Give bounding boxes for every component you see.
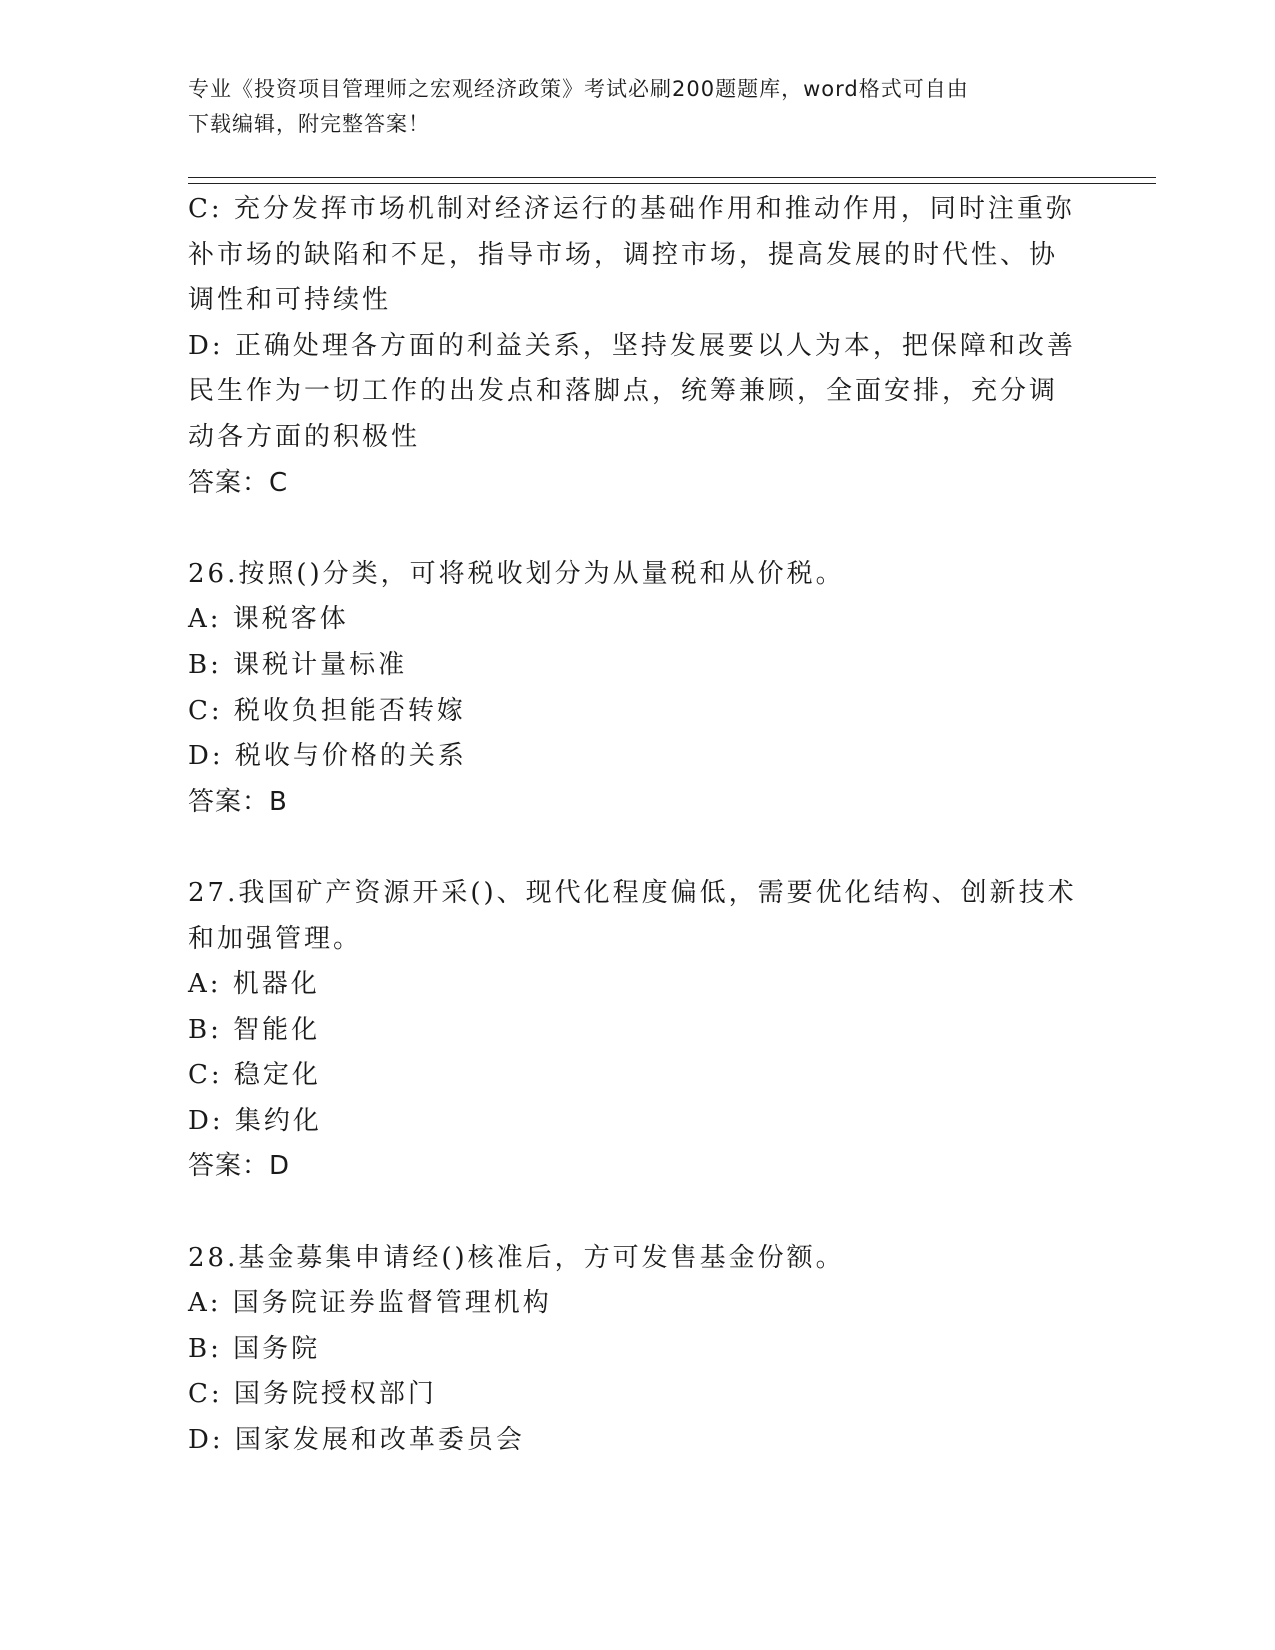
option-c-line-1: C: 充分发挥市场机制对经济运行的基础作用和推动作用，同时注重弥	[188, 194, 1075, 224]
option-c: C: 税收负担能否转嫁	[188, 695, 466, 726]
question-26	[188, 552, 1088, 826]
header-divider-bottom	[188, 183, 1156, 184]
option-d-line-3: 动各方面的积极性	[188, 421, 421, 452]
spacer	[188, 506, 1088, 552]
option-a: A: 机器化	[188, 969, 320, 1000]
option-d: D: 税收与价格的关系	[188, 741, 467, 772]
document-header	[188, 72, 1088, 142]
option-d-line-1: D: 正确处理各方面的利益关系，坚持发展要以人为本，把保障和改善	[188, 330, 1076, 361]
prev-question-block	[188, 187, 1088, 506]
option-c-line-2: 补市场的缺陷和不足，指导市场，调控市场，提高发展的时代性、协	[188, 239, 1059, 270]
header-divider-top	[188, 177, 1156, 178]
answer-label: 答案：D	[188, 1151, 291, 1182]
question-stem-line-1: 27.我国矿产资源开采()、现代化程度偏低，需要优化结构、创新技术	[188, 877, 1077, 908]
question-stem: 26.按照()分类，可将税收划分为从量税和从价税。	[188, 558, 845, 589]
spacer	[188, 825, 1088, 871]
option-d-line-2: 民生作为一切工作的出发点和落脚点，统筹兼顾，全面安排，充分调	[188, 376, 1059, 407]
question-27	[188, 871, 1088, 1190]
question-content	[188, 187, 1088, 1464]
option-a: A: 国务院证券监督管理机构	[188, 1288, 552, 1319]
header-line-2: 下载编辑，附完整答案！	[188, 112, 430, 136]
option-b: B: 课税计量标准	[188, 649, 408, 680]
option-b: B: 智能化	[188, 1014, 321, 1045]
option-d: D: 国家发展和改革委员会	[188, 1425, 525, 1456]
option-c: C: 稳定化	[188, 1060, 321, 1091]
answer-label: 答案：B	[188, 786, 288, 817]
option-d: D: 集约化	[188, 1105, 322, 1136]
option-b: B: 国务院	[188, 1333, 321, 1364]
question-stem-line-2: 和加强管理。	[188, 923, 363, 954]
option-c: C: 国务院授权部门	[188, 1379, 437, 1410]
question-28	[188, 1236, 1088, 1464]
spacer	[188, 1190, 1088, 1236]
answer-label: 答案：C	[188, 467, 289, 498]
question-stem: 28.基金募集申请经()核准后，方可发售基金份额。	[188, 1242, 845, 1273]
option-a: A: 课税客体	[188, 604, 349, 635]
option-c-line-3: 调性和可持续性	[188, 285, 392, 316]
header-line-1: 专业《投资项目管理师之宏观经济政策》考试必刷200题题库，word格式可自由	[188, 77, 969, 101]
